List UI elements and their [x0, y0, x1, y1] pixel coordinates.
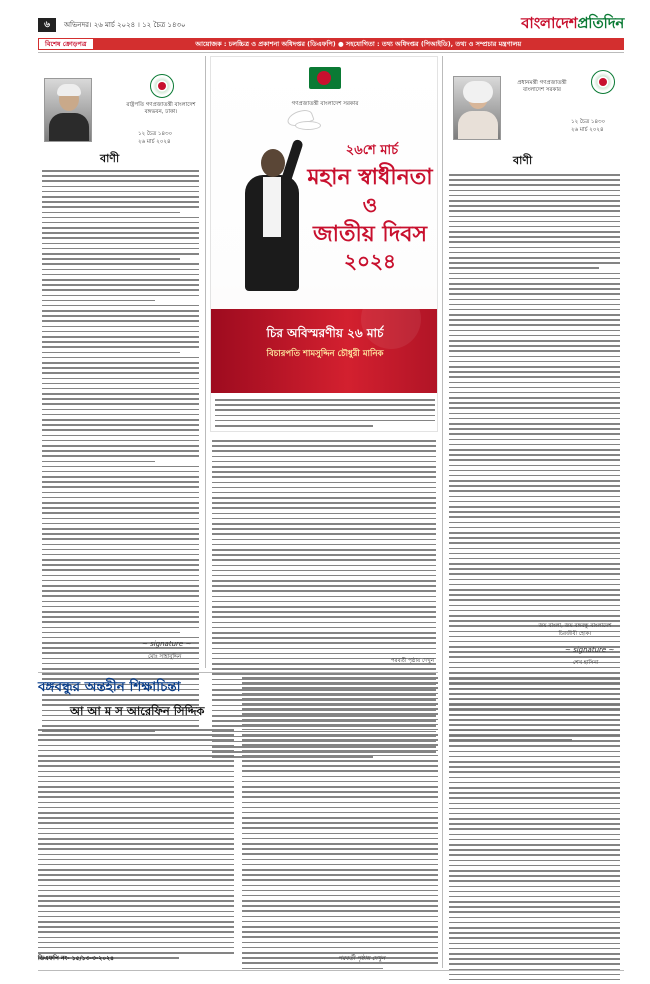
pm-message-header: [443, 56, 624, 166]
poem-continued-note: পরবর্তী পৃষ্ঠায় দেখুন: [390, 658, 434, 664]
page-number: ৬: [38, 18, 56, 32]
office-title: রাষ্ট্রপতি গণপ্রজাতন্ত্রী বাংলাদেশ বঙ্গভবন, ঢাকা।: [126, 102, 196, 115]
prime-minister-message-column: [442, 56, 624, 968]
right-column-continuation: [449, 678, 620, 984]
president-message-header: [38, 56, 205, 166]
ministry-caption: গণপ্রজাতন্ত্রী বাংলাদেশ সরকার: [291, 101, 359, 107]
president-photo: [44, 78, 92, 142]
president-signature: ~ signature ~: [142, 640, 192, 648]
masthead-logo: [521, 12, 624, 37]
president-name: মোঃ সাহাবুদ্দিন: [148, 654, 182, 660]
supplement-ribbon: [38, 38, 624, 50]
message-date-english: ২৬ মার্চ ২০২৪: [138, 139, 171, 145]
footer-divider: [38, 970, 624, 971]
poem-intro: [211, 393, 438, 432]
bangladesh-flag-emblem-icon: [305, 63, 345, 99]
pm-message-heading: বাণী: [513, 154, 533, 167]
education-article: [38, 672, 438, 968]
poster-date-title: ২৬শে মার্চ: [345, 143, 399, 158]
president-message-body: [42, 170, 199, 735]
masthead-part1: বাংলাদেশ: [521, 14, 578, 32]
pm-message-date-bangla: ১২ চৈত্র ১৪৩০: [571, 119, 606, 125]
pm-name: শেখ হাসিনা: [573, 660, 599, 666]
message-heading: বাণী: [100, 152, 120, 165]
poem-heading: চির অবিস্মরণীয় ২৬ মার্চ: [266, 326, 384, 340]
government-seal-icon: [591, 70, 615, 94]
poem-author: বিচারপতি শামসুদ্দিন চৌধুরী মানিক: [266, 349, 384, 359]
dfp-reference: ডিএফপি নং- ১৫/১৩-৩-২০২৪: [38, 955, 114, 962]
page-header: [38, 14, 624, 32]
government-seal-icon: [150, 74, 174, 98]
message-date-bangla: ১২ চৈত্র ১৪৩০: [138, 131, 173, 137]
poster-title-line1: মহান স্বাধীনতা: [307, 165, 433, 190]
ribbon-label: বিশেষ ক্রোড়পত্র: [39, 39, 93, 49]
independence-day-poster: [210, 56, 438, 432]
bangabandhu-portrait-illustration: [235, 149, 307, 299]
president-message-column: [38, 56, 206, 668]
article-col-2: [242, 677, 438, 973]
prime-minister-photo: [453, 76, 501, 140]
article-title: বঙ্গবন্ধুর অন্তহীন শিক্ষাচিন্তা: [38, 679, 181, 695]
header-divider: [38, 52, 624, 53]
pm-signature: ~ signature ~: [565, 646, 615, 654]
masthead-part2: প্রতিদিন: [577, 14, 624, 32]
pm-office-title: প্রধানমন্ত্রী গণপ্রজাতন্ত্রী বাংলাদেশ সরকার: [517, 80, 567, 93]
pm-message-date-english: ২৬ মার্চ ২০২৪: [571, 127, 604, 133]
ribbon-text: আয়োজক : চলচ্চিত্র ও প্রকাশনা অধিদপ্তর (ডিএফপি) ● সহযোগিতা : তথ্য অধিদপ্তর (পিআইডি), তথ্য ও সম্প্রচার মন্ত্রণালয়: [195, 39, 522, 48]
poem-body: [210, 436, 438, 668]
article-col-1: [38, 729, 234, 962]
issue-date: অভিনদর। ২৬ মার্চ ২০২৪ । ১২ চৈত্র ১৪৩০: [64, 21, 186, 29]
poster-title-line3: জাতীয় দিবস: [312, 222, 428, 247]
pm-closing: জয় বাংলা, জয় বঙ্গবন্ধু বাংলাদেশ চিরজীবী হোক।: [538, 623, 612, 637]
poster-title-year: ২০২৪: [344, 249, 396, 273]
dove-icon: [281, 111, 327, 133]
poster-column: [210, 56, 438, 668]
article-author: আ আ ম স আরেফিন সিদ্দিক: [70, 704, 205, 718]
poster-title-line2: ও: [362, 193, 378, 217]
article-continued-note: পরবর্তী পৃষ্ঠায় দেখুন: [338, 955, 386, 962]
